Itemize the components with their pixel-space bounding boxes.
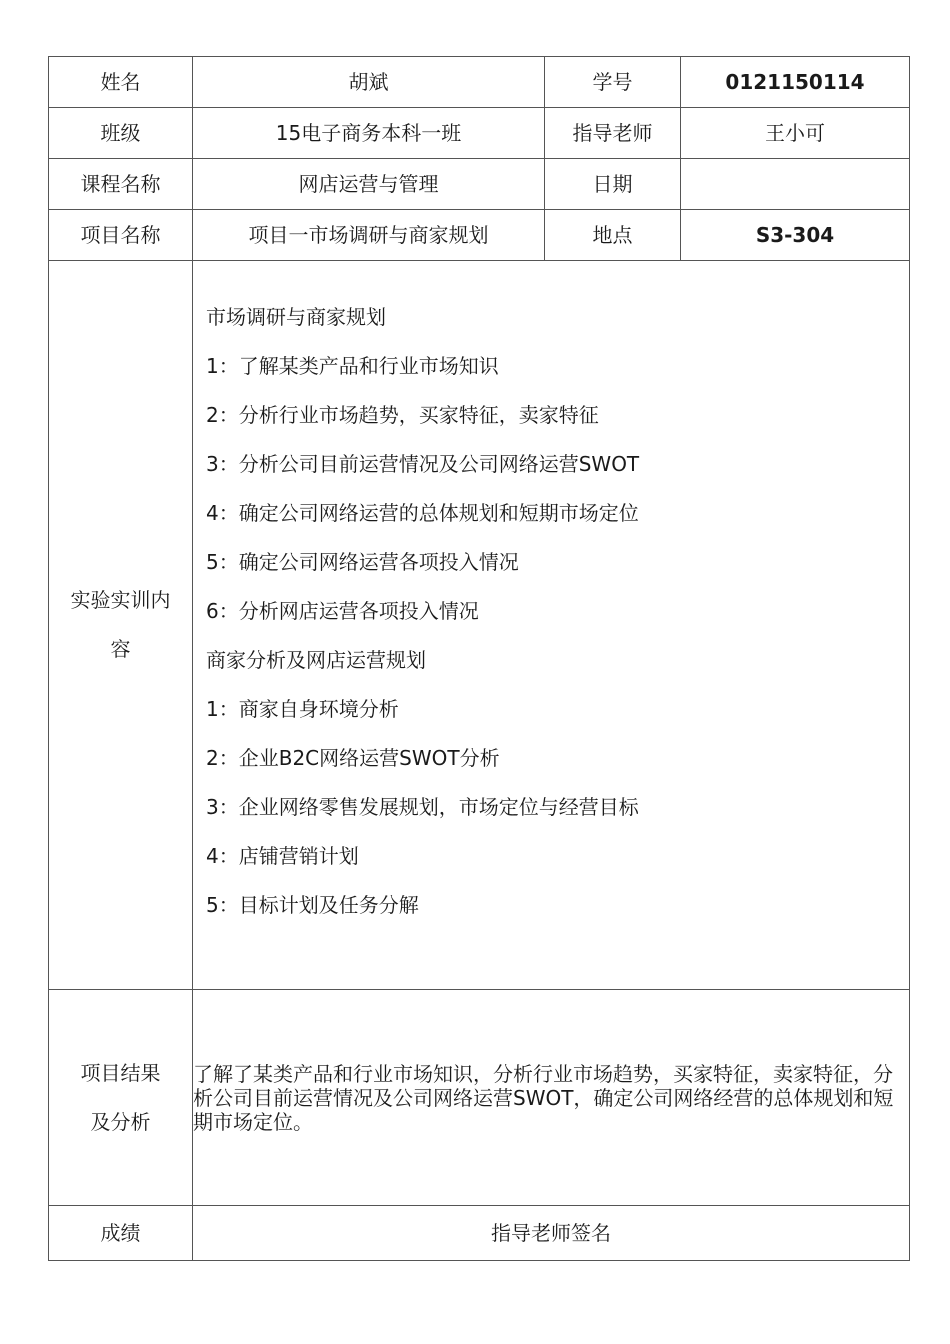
teacher-label: 指导老师 <box>545 108 681 159</box>
result-text: 了解了某类产品和行业市场知识，分析行业市场趋势，买家特征，卖家特征，分析公司目前运营情况及公司网络运营SWOT，确定公司网络经营的总体规划和短期市场定位。 <box>193 990 910 1206</box>
date-label: 日期 <box>545 159 681 210</box>
result-label-line-1: 项目结果 <box>80 1060 161 1085</box>
class-value: 15电子商务本科一班 <box>193 108 545 159</box>
student-id-value: 0121150114 <box>681 57 910 108</box>
content-line: 5：确定公司网络运营各项投入情况 <box>206 550 519 574</box>
content-line: 1：了解某类产品和行业市场知识 <box>206 354 499 378</box>
content-line: 4：确定公司网络运营的总体规划和短期市场定位 <box>206 501 639 525</box>
result-label-line-2: 及分析 <box>90 1109 151 1134</box>
content-line: 2：分析行业市场趋势，买家特征，卖家特征 <box>206 403 599 427</box>
row-class <box>49 108 910 159</box>
project-value: 项目一市场调研与商家规划 <box>193 210 545 261</box>
date-value <box>681 159 910 210</box>
report-table <box>48 56 910 1261</box>
content-line: 2：企业B2C网络运营SWOT分析 <box>206 746 500 770</box>
signature-label: 指导老师签名 <box>193 1206 910 1261</box>
content-line: 3：企业网络零售发展规划，市场定位与经营目标 <box>206 795 639 819</box>
grade-label: 成绩 <box>49 1206 193 1261</box>
row-grade <box>49 1206 910 1261</box>
content-line: 3：分析公司目前运营情况及公司网络运营SWOT <box>206 452 640 476</box>
content-label <box>49 261 193 990</box>
content-cell <box>193 261 910 990</box>
teacher-value: 王小可 <box>681 108 910 159</box>
content-line: 5：目标计划及任务分解 <box>206 893 419 917</box>
row-course <box>49 159 910 210</box>
content-list <box>193 261 909 942</box>
class-label: 班级 <box>49 108 193 159</box>
course-value: 网店运营与管理 <box>193 159 545 210</box>
content-line: 6：分析网店运营各项投入情况 <box>206 599 479 623</box>
row-result <box>49 990 910 1206</box>
row-content <box>49 261 910 990</box>
course-label: 课程名称 <box>49 159 193 210</box>
name-label: 姓名 <box>49 57 193 108</box>
project-label: 项目名称 <box>49 210 193 261</box>
content-line: 市场调研与商家规划 <box>206 305 386 329</box>
content-label-line-2: 容 <box>110 637 131 661</box>
content-line: 4：店铺营销计划 <box>206 844 359 868</box>
content-label-line-1: 实验实训内 <box>70 588 171 612</box>
content-line: 1：商家自身环境分析 <box>206 697 399 721</box>
student-id-label: 学号 <box>545 57 681 108</box>
location-value: S3-304 <box>681 210 910 261</box>
result-label <box>49 990 193 1206</box>
row-project <box>49 210 910 261</box>
name-value: 胡斌 <box>193 57 545 108</box>
content-line: 商家分析及网店运营规划 <box>206 648 426 672</box>
location-label: 地点 <box>545 210 681 261</box>
row-name <box>49 57 910 108</box>
